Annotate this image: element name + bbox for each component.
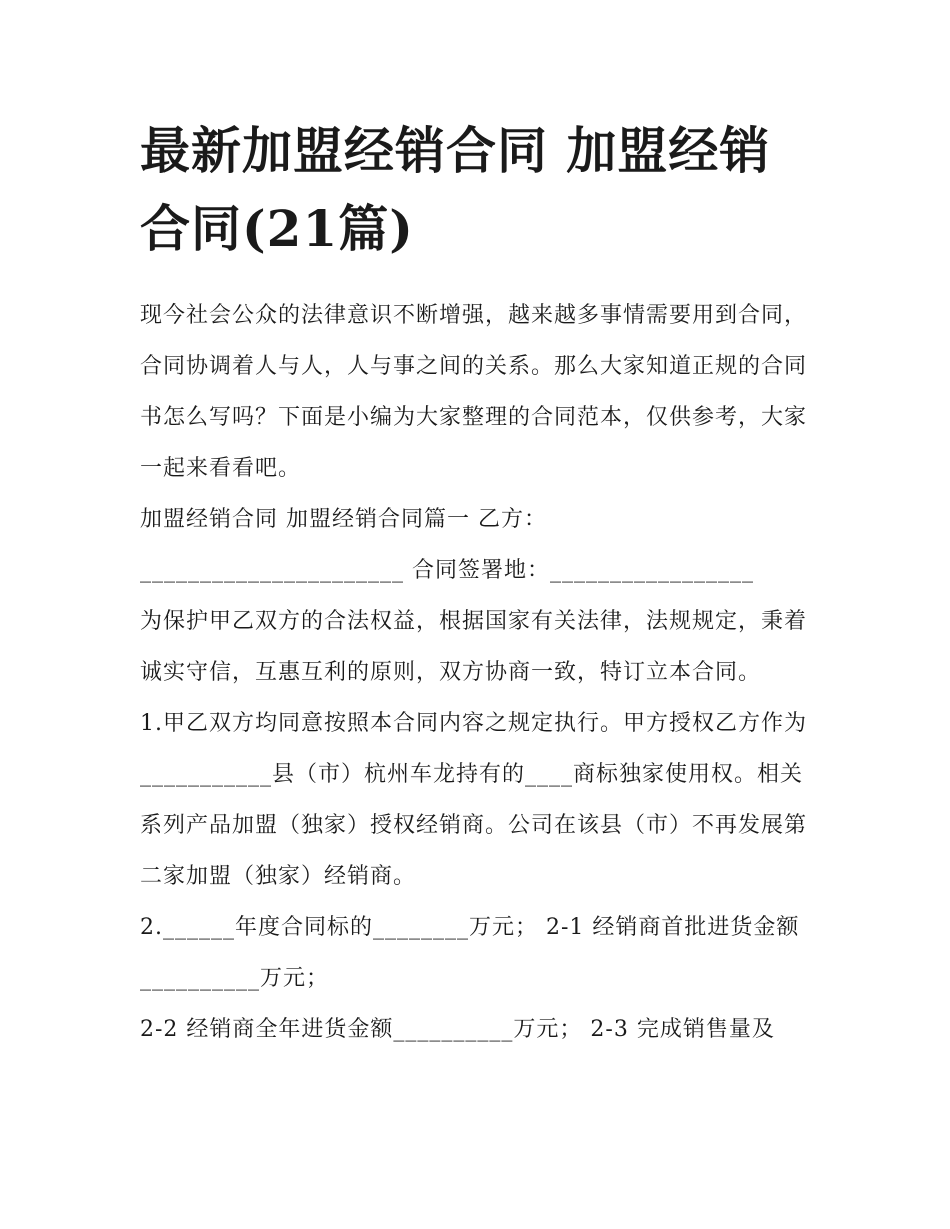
- document-title: 最新加盟经销合同 加盟经销合同(21篇): [140, 121, 771, 258]
- contract-heading: 加盟经销合同 加盟经销合同篇一 乙方：: [140, 507, 547, 532]
- purpose-paragraph: 为保护甲乙双方的合法权益，根据国家有关法律，法规规定，秉着诚实守信，互惠互利的原则，双方协商一致，特订立本合同。: [140, 609, 808, 685]
- clause-2: 2.______年度合同标的________万元； 2-1 经销商首批进货金额__________万元；: [140, 915, 800, 991]
- clause-2-2: 2-2 经销商全年进货金额__________万元； 2-3 完成销售量及: [140, 1017, 775, 1042]
- intro-paragraph: 现今社会公众的法律意识不断增强，越来越多事情需要用到合同，合同协调着人与人，人与事之间的关系。那么大家知道正规的合同书怎么写吗？下面是小编为大家整理的合同范本，仅供参考，大家一起来看看吧。: [140, 303, 808, 481]
- signing-place-line: ______________________ 合同签署地：_________________: [140, 558, 754, 583]
- clause-1: 1.甲乙双方均同意按照本合同内容之规定执行。甲方授权乙方作为___________县（市）杭州车龙持有的____商标独家使用权。相关系列产品加盟（独家）授权经销商。公司在该县（市）不再发展第二家加盟（独家）经销商。: [140, 711, 808, 889]
- document-page: [140, 112, 820, 1055]
